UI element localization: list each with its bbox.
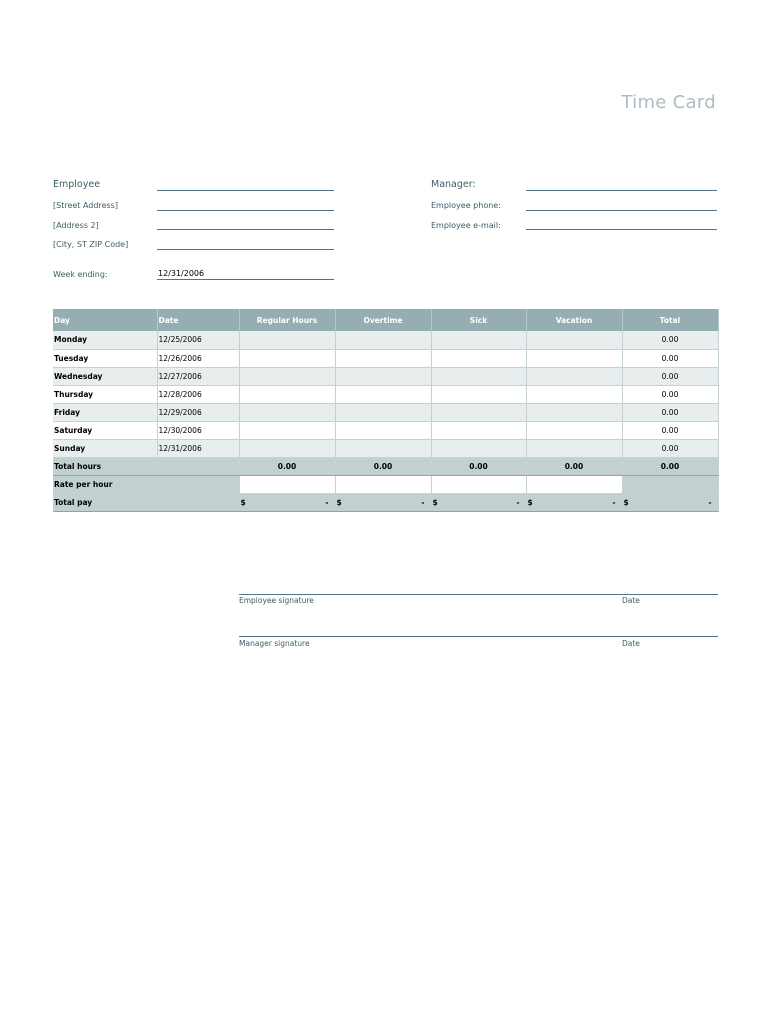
regular-hours-cell[interactable] (239, 403, 335, 421)
vacation-cell[interactable] (526, 367, 622, 385)
employee-signature-date-label: Date (622, 596, 640, 605)
overtime-cell[interactable] (335, 367, 431, 385)
pay-sick (431, 493, 526, 511)
manager-signature-label: Manager signature (239, 639, 310, 648)
pay-value: - (516, 497, 520, 507)
row-date: 12/30/2006 (157, 421, 239, 439)
address2-field[interactable] (157, 218, 334, 230)
row-day: Saturday (53, 421, 157, 439)
grand-total-hours: 0.00 (622, 457, 718, 475)
employee-phone-label: Employee phone: (431, 201, 501, 210)
manager-label: Manager: (431, 179, 476, 190)
table-row (53, 349, 718, 367)
vacation-cell[interactable] (526, 403, 622, 421)
rate-total-cell (622, 475, 718, 493)
total-vacation: 0.00 (526, 457, 622, 475)
regular-hours-cell[interactable] (239, 367, 335, 385)
manager-signature-line[interactable] (239, 636, 718, 637)
sick-cell[interactable] (431, 439, 526, 457)
total-pay-row (53, 493, 718, 511)
row-day: Monday (53, 331, 157, 349)
row-day: Wednesday (53, 367, 157, 385)
employee-label: Employee (53, 179, 101, 190)
employee-email-field[interactable] (526, 218, 717, 230)
page-title: Time Card (621, 92, 716, 113)
overtime-cell[interactable] (335, 439, 431, 457)
row-day: Tuesday (53, 349, 157, 367)
overtime-cell[interactable] (335, 421, 431, 439)
pay-value: - (612, 497, 616, 507)
currency-symbol: $ (336, 497, 342, 507)
row-date: 12/26/2006 (157, 349, 239, 367)
header-sick: Sick (431, 309, 526, 331)
row-total: 0.00 (622, 421, 718, 439)
total-pay-label: Total pay (53, 493, 239, 511)
header-date: Date (157, 309, 239, 331)
street-address-field[interactable] (157, 199, 334, 211)
vacation-cell[interactable] (526, 349, 622, 367)
sick-cell[interactable] (431, 385, 526, 403)
rate-regular-input[interactable] (239, 475, 335, 493)
total-overtime: 0.00 (335, 457, 431, 475)
table-header-row (53, 309, 718, 331)
overtime-cell[interactable] (335, 403, 431, 421)
rate-per-hour-label: Rate per hour (53, 475, 239, 493)
header-total: Total (622, 309, 718, 331)
week-ending-label: Week ending: (53, 270, 108, 279)
row-day: Thursday (53, 385, 157, 403)
manager-field[interactable] (526, 179, 717, 191)
overtime-cell[interactable] (335, 331, 431, 349)
row-date: 12/27/2006 (157, 367, 239, 385)
employee-signature-line[interactable] (239, 594, 718, 595)
row-date: 12/25/2006 (157, 331, 239, 349)
address2-label: [Address 2] (53, 221, 99, 230)
street-address-label: [Street Address] (53, 201, 118, 210)
pay-total (622, 493, 718, 511)
row-date: 12/28/2006 (157, 385, 239, 403)
sick-cell[interactable] (431, 403, 526, 421)
sick-cell[interactable] (431, 349, 526, 367)
city-zip-label: [City, ST ZIP Code] (53, 240, 129, 249)
employee-phone-field[interactable] (526, 199, 717, 211)
table-row (53, 421, 718, 439)
sick-cell[interactable] (431, 421, 526, 439)
table-row (53, 439, 718, 457)
table-row (53, 331, 718, 349)
employee-email-label: Employee e-mail: (431, 221, 501, 230)
pay-vacation (526, 493, 622, 511)
row-date: 12/31/2006 (157, 439, 239, 457)
vacation-cell[interactable] (526, 385, 622, 403)
pay-value: - (325, 497, 329, 507)
total-hours-row (53, 457, 718, 475)
header-day: Day (53, 309, 157, 331)
total-regular-hours: 0.00 (239, 457, 335, 475)
row-total: 0.00 (622, 349, 718, 367)
overtime-cell[interactable] (335, 385, 431, 403)
pay-overtime (335, 493, 431, 511)
rate-overtime-input[interactable] (335, 475, 431, 493)
regular-hours-cell[interactable] (239, 439, 335, 457)
time-card-table (53, 309, 719, 512)
regular-hours-cell[interactable] (239, 349, 335, 367)
total-sick: 0.00 (431, 457, 526, 475)
table-row (53, 385, 718, 403)
currency-symbol: $ (623, 497, 629, 507)
header-regular-hours: Regular Hours (239, 309, 335, 331)
table-row (53, 403, 718, 421)
regular-hours-cell[interactable] (239, 421, 335, 439)
row-day: Friday (53, 403, 157, 421)
header-vacation: Vacation (526, 309, 622, 331)
row-total: 0.00 (622, 331, 718, 349)
week-ending-field[interactable]: 12/31/2006 (157, 268, 334, 280)
overtime-cell[interactable] (335, 349, 431, 367)
currency-symbol: $ (432, 497, 438, 507)
pay-regular (239, 493, 335, 511)
row-total: 0.00 (622, 385, 718, 403)
row-total: 0.00 (622, 403, 718, 421)
vacation-cell[interactable] (526, 421, 622, 439)
row-date: 12/29/2006 (157, 403, 239, 421)
currency-symbol: $ (240, 497, 246, 507)
total-hours-label: Total hours (53, 457, 239, 475)
vacation-cell[interactable] (526, 439, 622, 457)
row-total: 0.00 (622, 367, 718, 385)
row-day: Sunday (53, 439, 157, 457)
sick-cell[interactable] (431, 331, 526, 349)
rate-vacation-input[interactable] (526, 475, 622, 493)
row-total: 0.00 (622, 439, 718, 457)
pay-value: - (708, 497, 712, 507)
header-overtime: Overtime (335, 309, 431, 331)
regular-hours-cell[interactable] (239, 331, 335, 349)
regular-hours-cell[interactable] (239, 385, 335, 403)
currency-symbol: $ (527, 497, 533, 507)
rate-sick-input[interactable] (431, 475, 526, 493)
manager-signature-date-label: Date (622, 639, 640, 648)
vacation-cell[interactable] (526, 331, 622, 349)
rate-per-hour-row (53, 475, 718, 493)
table-row (53, 367, 718, 385)
pay-value: - (421, 497, 425, 507)
city-zip-field[interactable] (157, 238, 334, 250)
employee-signature-label: Employee signature (239, 596, 314, 605)
employee-name-field[interactable] (157, 179, 334, 191)
sick-cell[interactable] (431, 367, 526, 385)
